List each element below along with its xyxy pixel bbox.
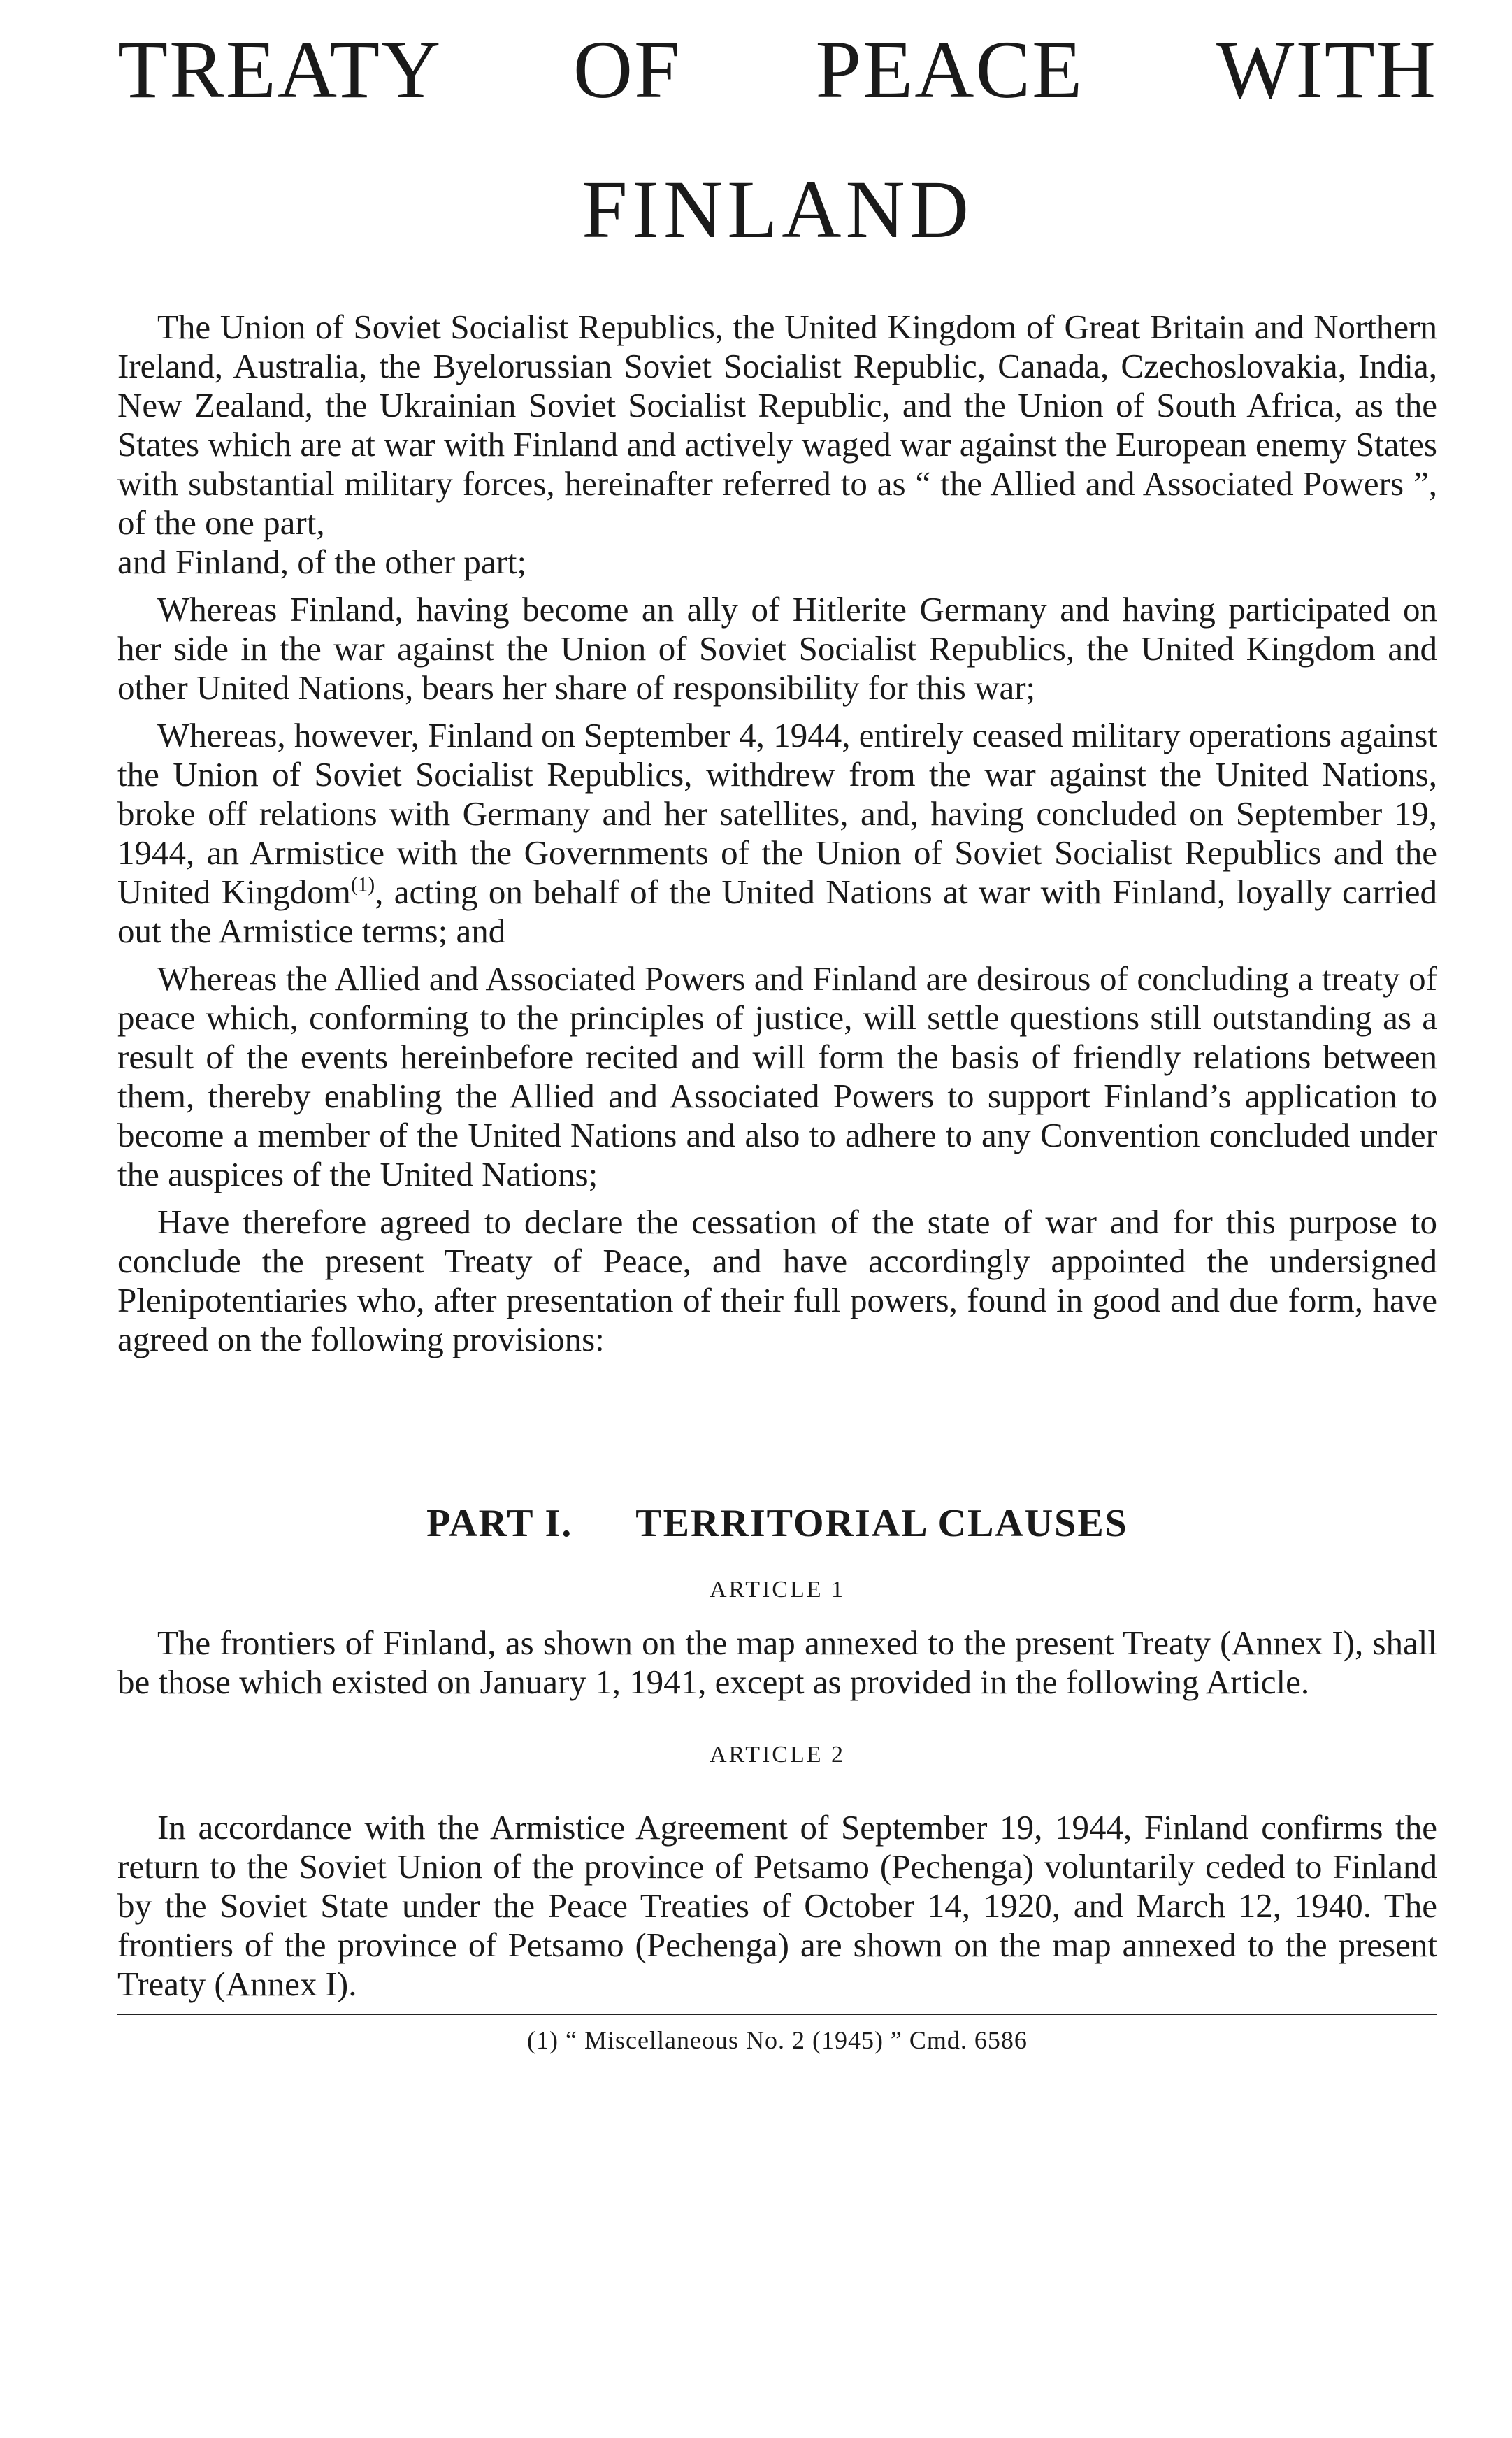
- title-word: WITH: [1216, 24, 1437, 115]
- footnote-marker: (1): [527, 2026, 559, 2054]
- preamble-whereas-2: [117, 716, 1437, 951]
- part-number: PART I.: [426, 1502, 573, 1545]
- footnote: [117, 2025, 1437, 2056]
- preamble-parties: The Union of Soviet Socialist Republics, the United Kingdom of Great Britain and Northern Ireland, Australia, the Byelorussian Soviet Socialist Republic, Canada, Czechoslovakia, India, New Zealand, the Ukrainian Soviet Socialist Republic, and the Union of South Africa, as the States which are at war with Finland and actively waged war against the European enemy States with substantial military forces, hereinafter referred to as “ the Allied and Associated Powers ”, of the one part,: [117, 308, 1437, 542]
- article-1-heading: ARTICLE 1: [710, 1577, 845, 1602]
- footnote-text: “ Miscellaneous No. 2 (1945) ” Cmd. 6586: [566, 2026, 1028, 2054]
- footnote-divider: [117, 2014, 1437, 2015]
- footnote-reference: (1): [350, 873, 375, 896]
- article-1-text: The frontiers of Finland, as shown on the map annexed to the present Treaty (Annex I), shall be those which existed on January 1, 1941, except as provided in the following Article.: [117, 1623, 1437, 1701]
- article-2-text: In accordance with the Armistice Agreement of September 19, 1944, Finland confirms the return to the Soviet Union of the province of Petsamo (Pechenga) voluntarily ceded to Finland by the Soviet State under the Peace Treaties of October 14, 1920, and March 12, 1940. The frontiers of the province of Petsamo (Pechenga) are shown on the map annexed to the present Treaty (Annex I).: [117, 1808, 1437, 2003]
- title-word: TREATY: [117, 24, 439, 115]
- document-page: [117, 21, 1437, 2056]
- title-word: OF: [573, 24, 682, 115]
- whereas-2-text: Whereas, however, Finland on September 4, 1944, entirely ceased military operations against the Union of Soviet Socialist Republics, withdrew from the war against the United Nations, broke off relations with Germany and her satellites, and, having concluded on September 19, 1944, an Armistice with the Governments of the Union of Soviet Socialist Republics and the United Kingdom: [117, 716, 1437, 911]
- title-line-1: [117, 21, 1437, 119]
- part-heading: [117, 1499, 1437, 1548]
- preamble: [117, 308, 1437, 1359]
- title-word: PEACE: [815, 24, 1084, 115]
- part-title: TERRITORIAL CLAUSES: [635, 1502, 1128, 1545]
- preamble-whereas-3: Whereas the Allied and Associated Powers and Finland are desirous of concluding a treaty of peace which, conforming to the principles of justice, will settle questions still outstanding as a result of the events hereinbefore recited and will form the basis of friendly relations between them, thereby enabling the Allied and Associated Powers to support Finland’s application to become a member of the United Nations and also to adhere to any Convention concluded under the auspices of the United Nations;: [117, 959, 1437, 1193]
- article-2-heading: ARTICLE 2: [710, 1742, 845, 1767]
- preamble-agreed: Have therefore agreed to declare the cessation of the state of war and for this purpose to conclude the present Treaty of Peace, and have accordingly appointed the undersigned Plenipotentiaries who, after presentation of their full powers, found in good and due form, have agreed on the following provisions:: [117, 1203, 1437, 1358]
- title-line-2: FINLAND: [582, 164, 973, 255]
- whereas-2-text-cont: , acting on behalf of the United Nations at war with Finland, loyally carried out the Armistice terms; and: [117, 873, 1437, 950]
- preamble-other-part: and Finland, of the other part;: [117, 543, 527, 581]
- preamble-whereas-1: Whereas Finland, having become an ally of Hitlerite Germany and having participated on her side in the war against the Union of Soviet Socialist Republics, the United Kingdom and other United Nations, bears her share of responsibility for this war;: [117, 590, 1437, 707]
